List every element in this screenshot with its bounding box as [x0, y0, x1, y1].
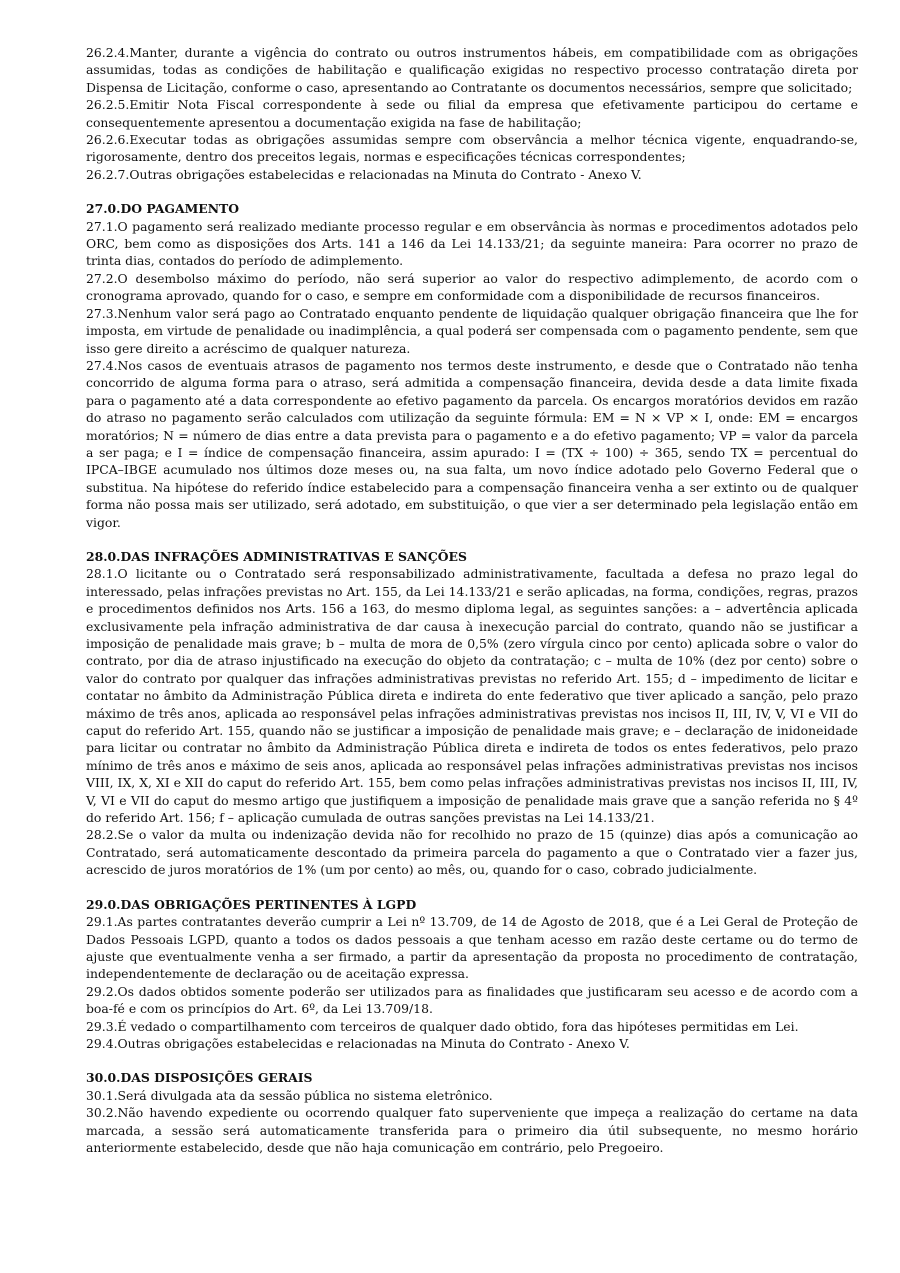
clause-paragraph: 29.1.As partes contratantes deverão cumprir a Lei nº 13.709, de 14 de Agosto de 2018, que é a Lei Geral de Proteção de Dados Pessoais LGPD, quanto a todos os dados pessoais a que tenham acesso em razão deste certame ou do termo de ajuste que eventualmente venha a ser firmado, a partir da apresentação da proposta no procedimento de contratação, independentemente de declaração ou de aceitação expressa.: [86, 914, 858, 982]
clause-paragraph: 28.2.Se o valor da multa ou indenização devida não for recolhido no prazo de 15 (quinze) dias após a comunicação ao Contratado, será automaticamente descontado da primeira parcela do pagamento a que o Contratado vier a fazer jus, acrescido de juros moratórios de 1% (um por cento) ao mês, ou, quando for o caso, cobrado judicialmente.: [86, 827, 858, 878]
clause-paragraph: 29.2.Os dados obtidos somente poderão ser utilizados para as finalidades que justificaram seu acesso e de acordo com a boa-fé e com os princípios do Art. 6º, da Lei 13.709/18.: [86, 983, 858, 1017]
clause-paragraph: 27.4.Nos casos de eventuais atrasos de pagamento nos termos deste instrumento, e desde que o Contratado não tenha concorrido de alguma forma para o atraso, será admitida a compensação financeira, devida desde a data limite fixada para o pagamento até a data correspondente ao efetivo pagamento da parcela. Os encargos moratórios devidos em razão do atraso no pagamento serão calculados com utilização da seguinte fórmula: EM = N × VP × I, onde: EM = encargos moratórios; N = número de dias entre a data prevista para o pagamento e a do efetivo pagamento; VP = valor da parcela a ser paga; e I = índice de compensação financeira, assim apurado: I = (TX ÷ 100) ÷ 365, sendo TX = percentual do IPCA–IBGE acumulado nos últimos doze meses ou, na sua falta, um novo índice adotado pelo Governo Federal que o substitua. Na hipótese do referido índice estabelecido para a compensação financeira venha a ser extinto ou de qualquer forma não possa mais ser utilizado, será adotado, em substituição, o que vier a ser determinado pela legislação então em vigor.: [86, 357, 858, 530]
section-spacer: [86, 1052, 858, 1069]
clause-paragraph: 26.2.6.Executar todas as obrigações assumidas sempre com observância a melhor técnica vigente, enquadrando-se, rigorosamente, dentro dos preceitos legais, normas e especificações técnicas correspondentes;: [86, 132, 858, 165]
clause-paragraph: 30.1.Será divulgada ata da sessão pública no sistema eletrônico.: [86, 1087, 493, 1103]
clause-paragraph: 27.1.O pagamento será realizado mediante processo regular e em observância às normas e procedimentos adotados pelo ORC, bem como as disposições dos Arts. 141 a 146 da Lei 14.133/21; da seguinte maneira: Para ocorrer no prazo de trinta dias, contados do período de adimplemento.: [86, 218, 858, 269]
clause-paragraph: 29.3.É vedado o compartilhamento com terceiros de qualquer dado obtido, fora das hipóteses permitidas em Lei.: [86, 1018, 799, 1034]
clause-paragraph: 30.2.Não havendo expediente ou ocorrendo qualquer fato superveniente que impeça a realização do certame na data marcada, a sessão será automaticamente transferida para o primeiro dia útil subsequente, no mesmo horário anteriormente estabelecido, desde que não haja comunicação em contrário, pelo Pregoeiro.: [86, 1105, 858, 1155]
clause-paragraph: 29.4.Outras obrigações estabelecidas e relacionadas na Minuta do Contrato - Anexo V.: [86, 1035, 630, 1051]
clause-paragraph: 26.2.4.Manter, durante a vigência do contrato ou outros instrumentos hábeis, em compatibilidade com as obrigações assumidas, todas as condições de habilitação e qualificação exigidas no respectivo processo contratação direta por Dispensa de Licitação, conforme o caso, apresentando ao Contratante os documentos necessários, sempre que solicitado;: [86, 45, 858, 95]
section-spacer: [86, 183, 858, 200]
clause-paragraph: 28.1.O licitante ou o Contratado será responsabilizado administrativamente, facultada a defesa no prazo legal do interessado, pelas infrações previstas no Art. 155, da Lei 14.133/21 e serão aplicadas, na forma, condições, regras, prazos e procedimentos definidos nos Arts. 156 a 163, do mesmo diploma legal, as seguintes sanções: a – advertência aplicada exclusivamente pela infração administrativa de dar causa à inexecução parcial do contrato, quando não se justificar a imposição de penalidade mais grave; b – multa de mora de 0,5% (zero vírgula cinco por cento) aplicada sobre o valor do contrato, por dia de atraso injustificado na execução do objeto da contratação; c – multa de 10% (dez por cento) sobre o valor do contrato por qualquer das infrações administrativas previstas no referido Art. 155; d – impedimento de licitar e contatar no âmbito da Administração Pública direta e indireta do ente federativo que tiver aplicado a sanção, pelo prazo máximo de três anos, aplicada ao responsável pelas infrações administrativas previstas nos incisos II, III, IV, V, VI e VII do caput do referido Art. 155, quando não se justificar a imposição de penalidade mais grave; e – declaração de inidoneidade para licitar ou contratar no âmbito da Administração Pública direta e indireta de todos os entes federativos, pelo prazo mínimo de três anos e máximo de seis anos, aplicada ao responsável pelas infrações administrativas previstas nos incisos VIII, IX, X, XI e XII do caput do referido Art. 155, bem como pelas infrações administrativas previstas nos incisos II, III, IV, V, VI e VII do caput do mesmo artigo que justifiquem a imposição de penalidade mais grave que a sanção referida no § 4º do referido Art. 156; f – aplicação cumulada de outras sanções previstas na Lei 14.133/21.: [86, 566, 858, 826]
document-page: [86, 44, 858, 1156]
section-heading: 30.0.DAS DISPOSIÇÕES GERAIS: [86, 1070, 313, 1086]
clause-paragraph: 27.3.Nenhum valor será pago ao Contratado enquanto pendente de liquidação qualquer obrigação financeira que lhe for imposta, em virtude de penalidade ou inadimplência, a qual poderá ser compensada com o pagamento pendente, sem que isso gere direito a acréscimo de qualquer natureza.: [86, 305, 858, 356]
section-heading: 28.0.DAS INFRAÇÕES ADMINISTRATIVAS E SANÇÕES: [86, 548, 467, 564]
section-spacer: [86, 879, 858, 896]
section-spacer: [86, 531, 858, 548]
clause-paragraph: 27.2.O desembolso máximo do período, não será superior ao valor do respectivo adimplemento, de acordo com o cronograma aprovado, quando for o caso, e sempre em conformidade com a disponibilidade de recursos financeiros.: [86, 270, 858, 304]
section-heading: 27.0.DO PAGAMENTO: [86, 201, 240, 217]
section-heading: 29.0.DAS OBRIGAÇÕES PERTINENTES À LGPD: [86, 896, 417, 912]
clause-paragraph: 26.2.7.Outras obrigações estabelecidas e relacionadas na Minuta do Contrato - Anexo V.: [86, 166, 642, 182]
clause-paragraph: 26.2.5.Emitir Nota Fiscal correspondente à sede ou filial da empresa que efetivamente participou do certame e consequentemente apresentou a documentação exigida na fase de habilitação;: [86, 97, 858, 130]
